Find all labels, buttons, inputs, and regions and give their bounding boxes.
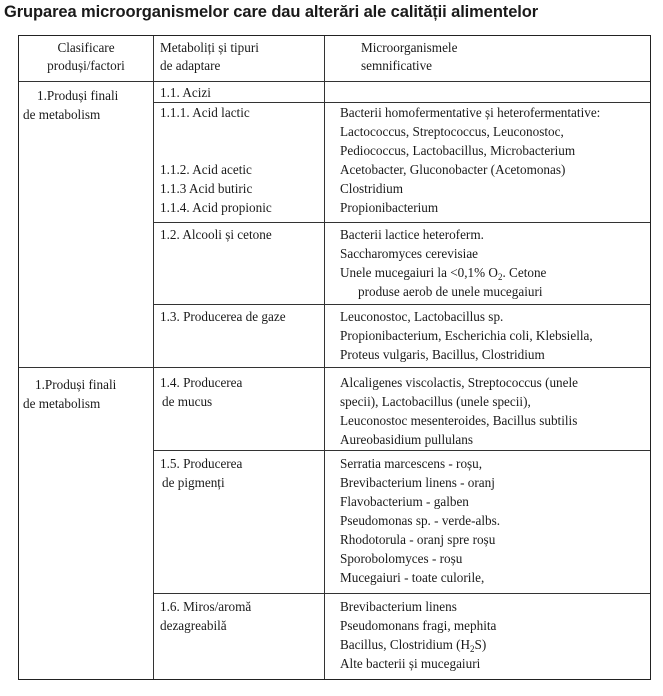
gas-metabolite: 1.3. Producerea de gaze — [160, 309, 286, 324]
header-metabolites: Metaboliți și tipuri de adaptare — [160, 40, 259, 73]
header-microorganisms: Microorganismele semnificative — [361, 40, 458, 73]
pigment-metabolite: 1.5. Producerea de pigmenți — [160, 456, 243, 490]
row-divider — [153, 304, 650, 305]
odor-organisms: Brevibacterium linens Pseudomonans fragi, mephita Bacillus, Clostridium $(H_2S)$ Alte bacterii și mucegaiuri — [340, 599, 497, 671]
odor-metabolite: 1.6. Miros/aromă dezagreabilă — [160, 599, 252, 633]
mucus-metabolite: 1.4. Producerea de mucus — [160, 375, 243, 409]
column-divider — [153, 36, 154, 679]
page-title: Gruparea microorganismelor care dau alterări ale calității alimentelor — [4, 3, 539, 21]
header-divider — [19, 81, 650, 82]
acids-header: 1.1. Acizi — [160, 85, 211, 100]
group-divider — [19, 367, 650, 368]
gas-organisms: Leuconostoc, Lactobacillus sp. Propionibacterium, Escherichia coli, Klebsiella, Proteus vulgaris, Bacillus, Clostridium — [340, 309, 593, 362]
classification-group-2: 1.Produși finali de metabolism — [23, 377, 117, 411]
microorganism-table — [18, 35, 651, 680]
acids-organisms: Bacterii homofermentative și heterofermentative: Lactococcus, Streptococcus, Leuconostoc, Pediococcus, Lactobacillus, Microbacterium Acetobacter, Gluconobacter (Acetomonas) Clostridium Propionibacterium — [340, 105, 601, 215]
row-divider — [153, 222, 650, 223]
column-divider — [324, 36, 325, 679]
row-divider — [153, 450, 650, 451]
alcohols-metabolite: 1.2. Alcooli și cetone — [160, 227, 272, 242]
acids-metabolites: 1.1.1. Acid lactic 1.1.2. Acid acetic 1.1.3 Acid butiric 1.1.4. Acid propionic — [160, 105, 272, 215]
pigment-organisms: Serratia marcescens - roșu, Brevibacterium linens - oranj Flavobacterium - galben Pseudomonas sp. - verde-albs. Rhodotorula - oranj spre roșu Sporobolomyces - roșu Mucegaiuri - toate culorile, — [340, 456, 501, 585]
alcohols-organisms: Bacterii lactice heteroferm. Saccharomyces cerevisiae Unele mucegaiuri la <0,1% $O_2$. Cetone produse aerob de unele mucegaiuri — [340, 227, 547, 299]
classification-group-1: 1.Produși finali de metabolism — [23, 88, 119, 122]
header-classification: Clasificare produși/factori — [47, 40, 125, 73]
mucus-organisms: Alcaligenes viscolactis, Streptococcus (unele specii), Lactobacillus (unele specii), Leuconostoc mesenteroides, Bacillus subtilis Aureobasidium pullulans — [340, 375, 579, 447]
row-divider — [153, 593, 650, 594]
